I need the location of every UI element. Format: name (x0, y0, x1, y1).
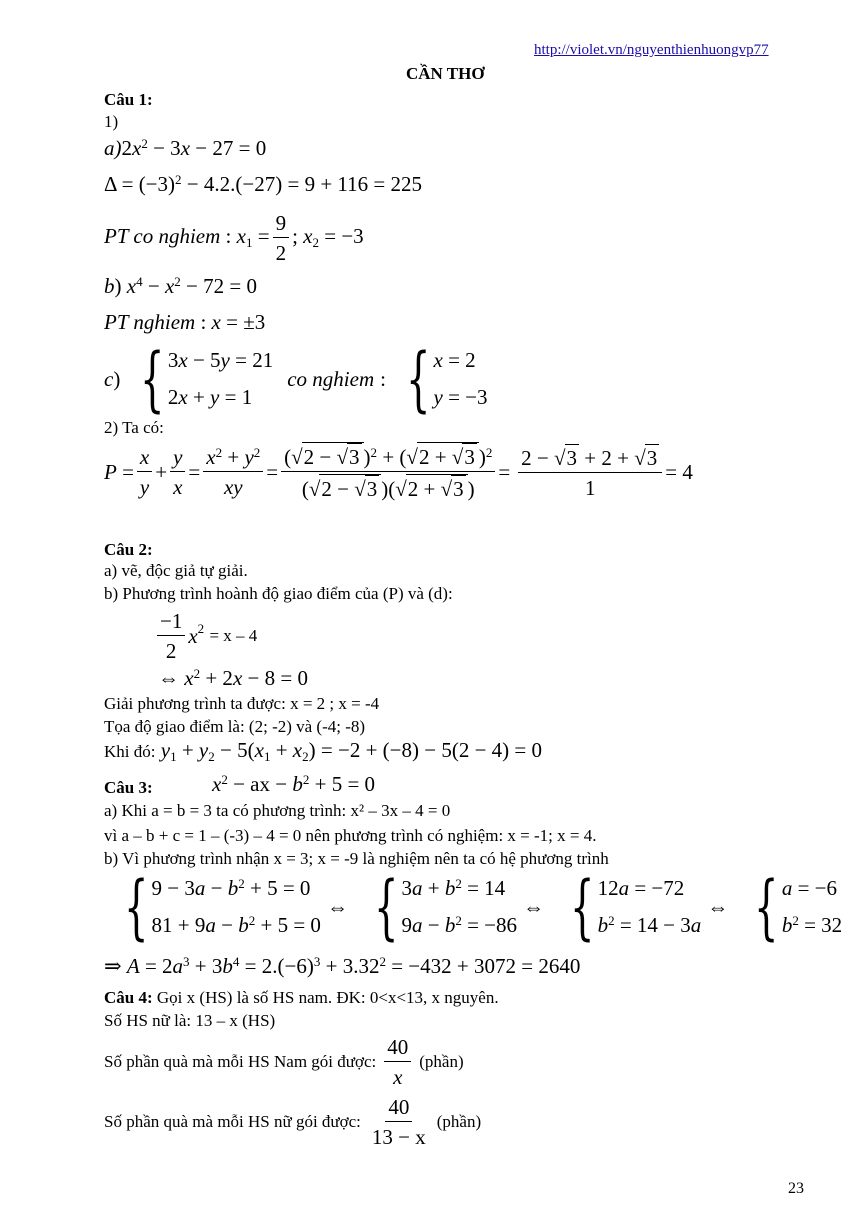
cau1-c-system: c ) { 3x − 5y = 21 2x + y = 1 co nghiem : { x = 2 y = −3 (104, 338, 488, 420)
cau1-delta: $\Delta = (-3)^2 - 4.2.(-27) = 9 + 116 = 225$ (104, 171, 422, 196)
cau1-part1: 1) (104, 112, 119, 131)
cau4-nam-gift: Số phần quà mà mỗi HS Nam gói được: $\frac{40}{x}$ (phần) (104, 1035, 464, 1090)
cau3-result: ⇒ $A = 2a^3 + 3b^4 = 2.(-6)^3 + 3.32^2 = -432 + 3072 = 2640$ (104, 953, 581, 978)
cau1-b-solution: PT nghiem : x = ±3 (104, 310, 266, 334)
cau3-equation: $x^2$ − ax − $b^2 + 5 = 0$ (212, 771, 376, 796)
cau1-a-solution: PT co nghiem : $x_1$ = $\frac{9}{2}$ ; $x_2 = -3$ (104, 211, 364, 266)
page-number: 23 (788, 1180, 804, 1197)
cau1-b-equation: b) $x^4 - x^2 - 72 = 0$ (104, 273, 257, 298)
cau2-equation-1: $\frac{-1}{2}$ x $^2$ = x – 4 (154, 608, 257, 665)
cau4-nu-gift: Số phần quà mà mỗi HS nữ gói được: $\frac{40}{13 - x}$ (phần) (104, 1095, 482, 1150)
cau2-b: b) Phương trình hoành độ giao điểm của (P) và (d): (104, 584, 453, 603)
cau1-label: Câu 1: (104, 90, 153, 109)
cau2-label: Câu 2: (104, 540, 153, 559)
cau3-b: b) Vì phương trình nhận x = 3; x = -9 là nghiệm nên ta có hệ phương trình (104, 849, 609, 868)
cau1-p-expression: P = $\frac{x}{y}$ + $\frac{y}{x}$ = $\frac{x^2 + y^2}{xy}$ = $\frac{(√2 - √3 )^2 + (√2 + √3 )^2}{(√2 - √3 )(√2 + √3 )}$ = $\frac{2 - √3 + 2 + √3}{1}$ = 4 (104, 442, 693, 503)
cau3-systems: { $9 - 3a - b^2 + 5 = 0$ $81 + 9a - b^2 + 5 = 0$ ⇔ { $3a + b^2 = 14$ $9a - b^2 = -86$ ⇔ { 12a = −72 $b^2 = 14 - 3a$ ⇔ { a = −6 $b^2 = 32$ (124, 866, 843, 948)
cau2-equation-2: ⇔ $x^2 + 2x - 8 = 0$ (158, 665, 308, 690)
cau2-a: a) vẽ, độc giả tự giải. (104, 561, 248, 580)
cau4-nu: Số HS nữ là: 13 – x (HS) (104, 1011, 276, 1030)
cau3-label: Câu 3: (104, 778, 153, 797)
cau1-a-equation: $a)2x^2 - 3x - 27 = 0$ (104, 135, 267, 160)
cau2-solve: Giải phương trình ta được: x = 2 ; x = -4 (104, 694, 380, 713)
cau3-a: a) Khi a = b = 3 ta có phương trình: x² – 3x – 4 = 0 (104, 801, 451, 820)
page-title: CẦN THƠ (406, 64, 485, 83)
cau4-intro: Câu 4: Gọi x (HS) là số HS nam. ĐK: 0<x<13, x nguyên. (104, 988, 499, 1007)
cau3-a2: vì a – b + c = 1 – (-3) – 4 = 0 nên phương trình có nghiệm: x = -1; x = 4. (104, 826, 597, 845)
cau2-result: Khi đó: $y_1 + y_2 - 5(x_1 + x_2) = -2 + (-8) - 5(2 - 4) = 0$ (104, 738, 543, 764)
cau1-part2: 2) Ta có: (104, 418, 164, 437)
cau2-points: Tọa độ giao điểm là: (2; -2) và (-4; -8) (104, 717, 366, 736)
source-link[interactable]: http://violet.vn/nguyenthienhuongvp77 (534, 42, 769, 58)
